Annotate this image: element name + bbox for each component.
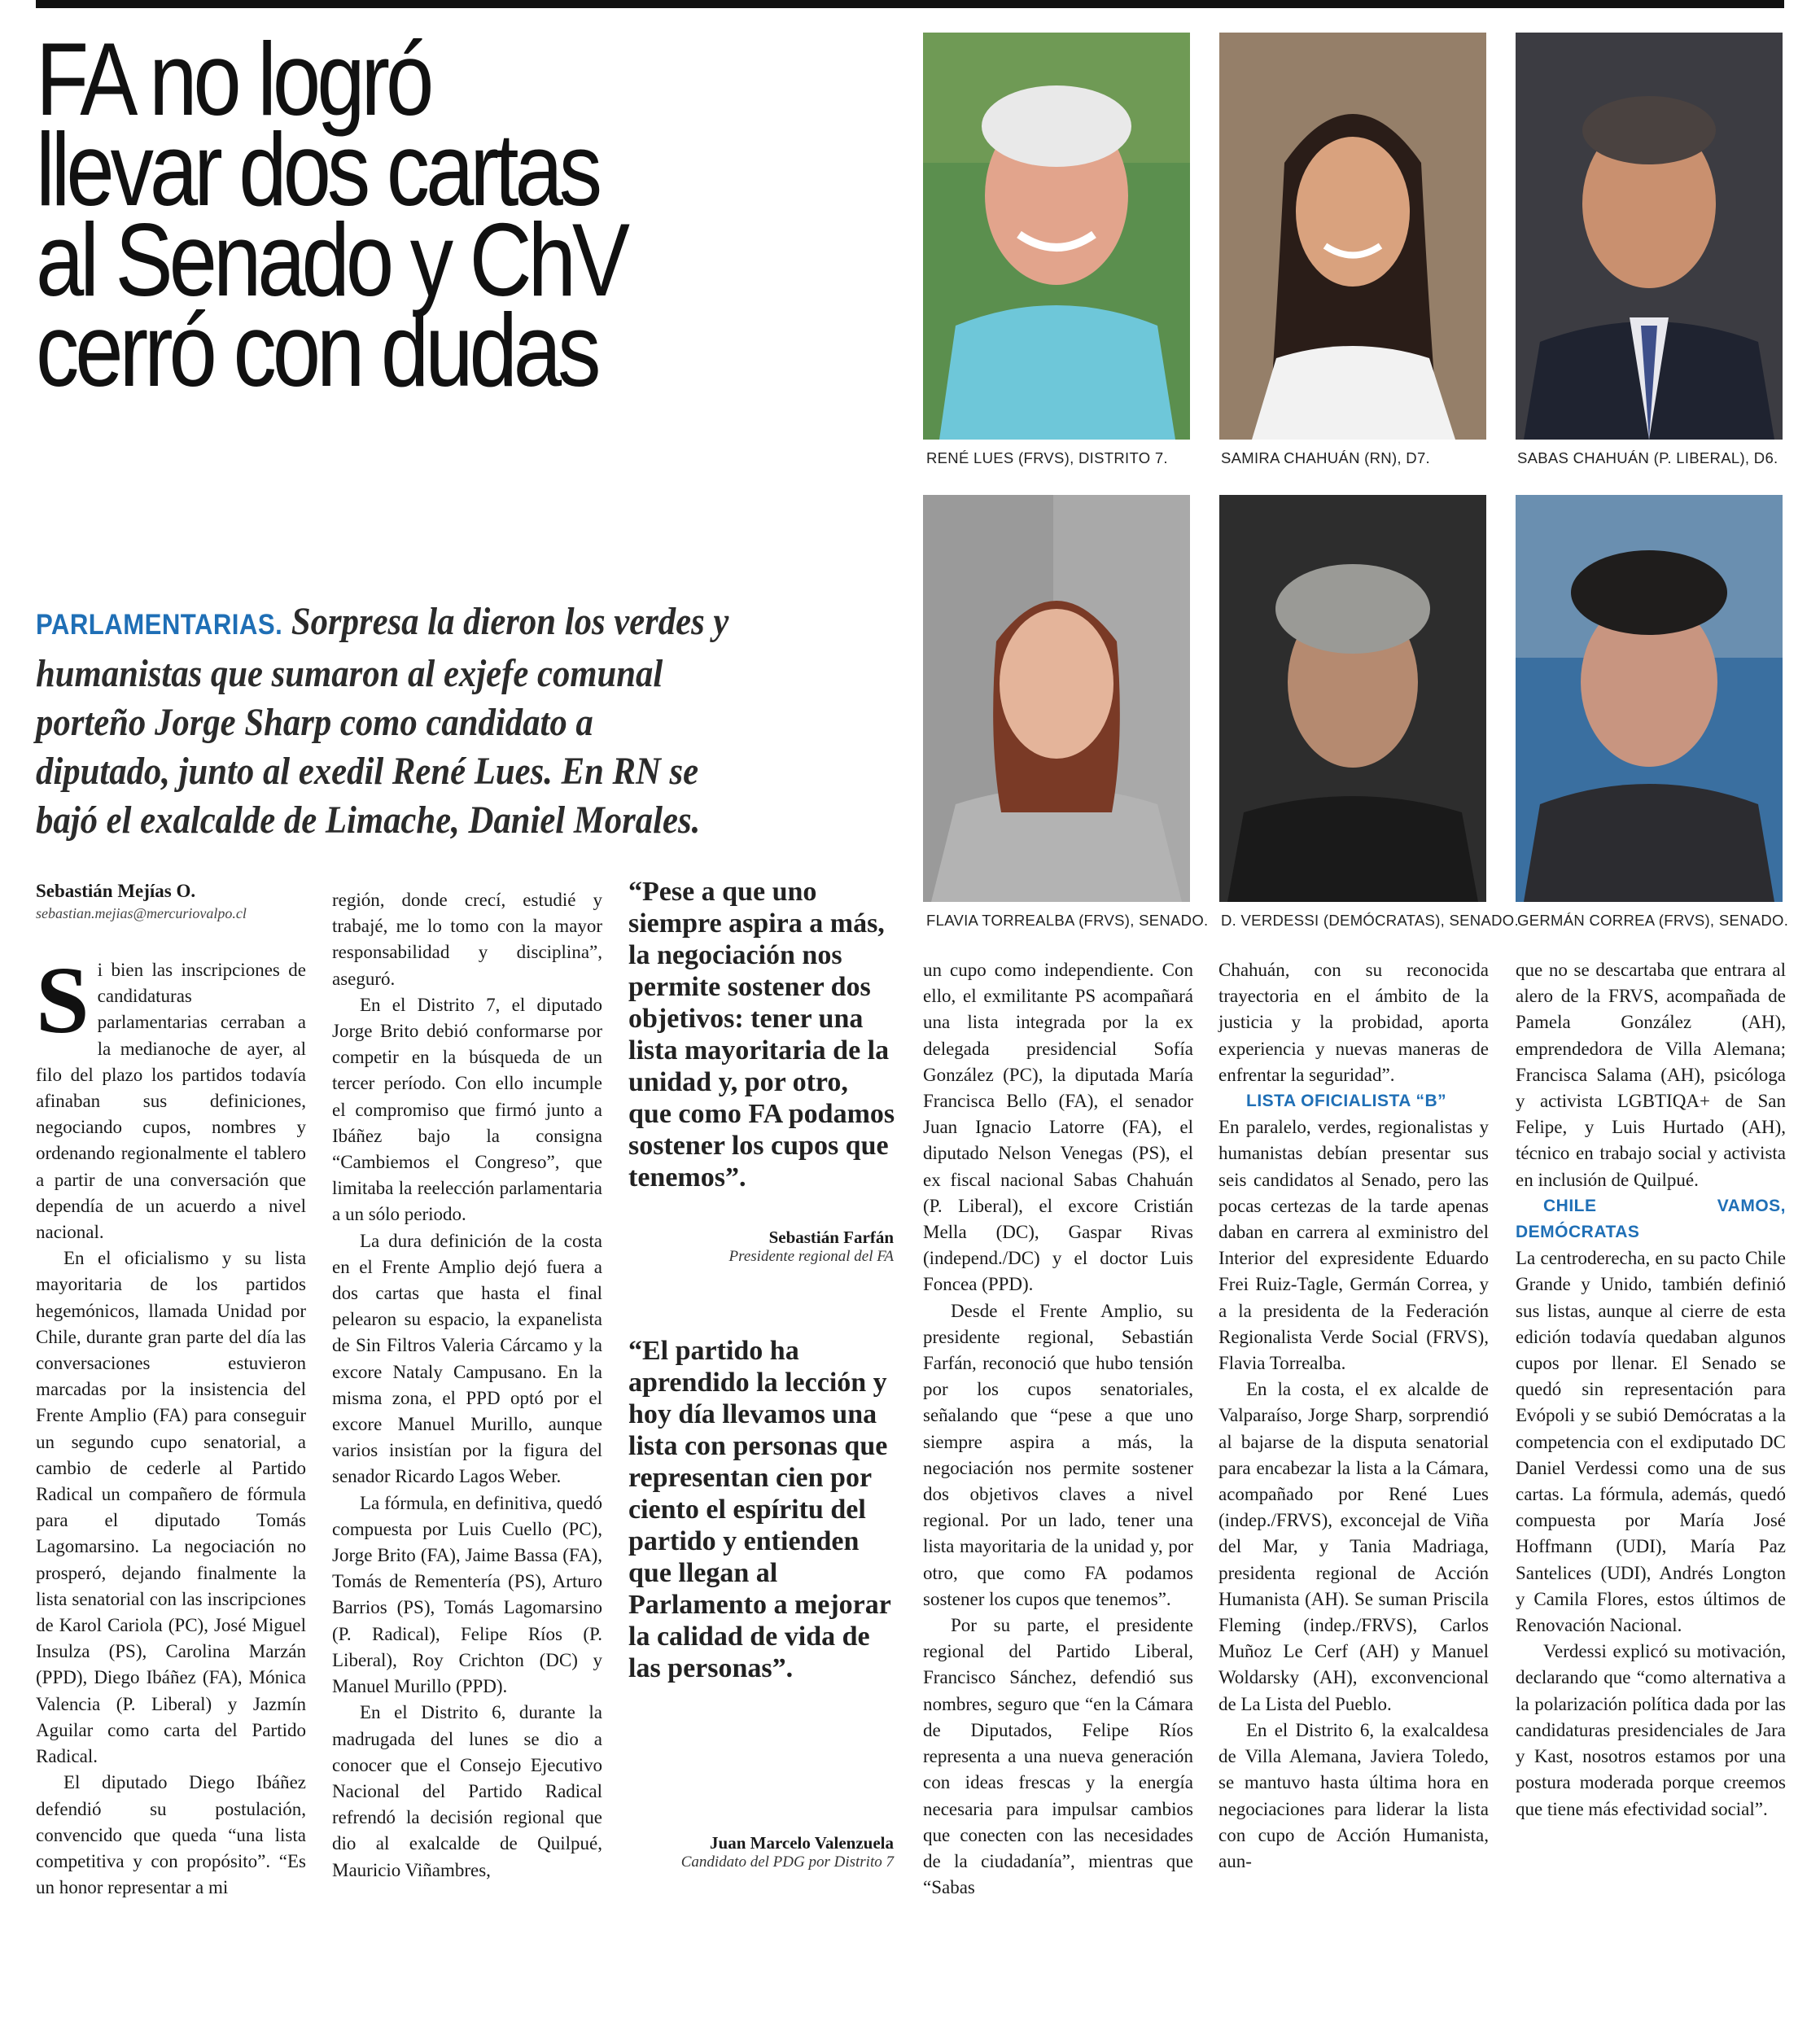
photo-caption: RENÉ LUES (FRVS), DISTRITO 7. [926, 449, 1168, 466]
dropcap: S [36, 947, 90, 1053]
photo-rene-lues [923, 33, 1190, 440]
headline-line: llevar dos cartas [36, 112, 599, 227]
quote-attribution [628, 1833, 894, 1871]
deck-line: Sorpresa la dieron los verdes y [291, 600, 729, 643]
quote-author: Juan Marcelo Valenzuela [710, 1833, 894, 1853]
byline [36, 881, 321, 922]
paragraph: un cupo como independiente. Con ello, el exmilitante PS acompañará una lista integrada por la ex delegada presidencial Sofía González (PC), la diputada María Francisca Bello (FA), el senador Juan Ignacio Latorre (FA), el diputado Nelson Venegas (PS), el ex fiscal nacional Sabas Chahuán (P. Liberal), el excore Cristián Mella (DC), Gaspar Rivas (independ./DC) y el doctor Luis Foncea (PPD). [923, 960, 1193, 1295]
paragraph: La fórmula, en definitiva, quedó compuesta por Luis Cuello (PC), Jorge Brito (FA), Jaime Bassa (FA), Tomás de Rementería (PS), Arturo Barrios (PS), Tomás Lagomarsino (P. Radical), Felipe Ríos (P. Liberal), Roy Crichton (DC) y Manuel Murillo (PPD). [332, 1492, 602, 1697]
paragraph: En el Distrito 6, la exalcaldesa de Villa Alemana, Javiera Toledo, se mantuvo hasta última hora en negociaciones para liderar la lista con cupo de Acción Humanista, aun- [1218, 1719, 1489, 1871]
section-subhead: LISTA OFICIALISTA “B” [1246, 1092, 1447, 1111]
headline-line: FA no logró [36, 21, 431, 137]
deck-line: diputado, junto al exedil René Lues. En RN se [36, 750, 699, 793]
photo-caption: SAMIRA CHAHUÁN (RN), D7. [1221, 449, 1430, 466]
pull-quote-text: “Pese a que uno siempre aspira a más, la negociación nos permite sostener dos objetivos: tener una lista mayoritaria de la unidad y, por otro, que como FA podamos sostener los cupos que tenemos”. [628, 877, 895, 1193]
quote-attribution [628, 1228, 894, 1266]
quote-role: Candidato del PDG por Distrito 7 [680, 1853, 894, 1871]
section-subhead: CHILE VAMOS, DEMÓCRATAS [1516, 1196, 1786, 1242]
photo-caption: SABAS CHAHUÁN (P. LIBERAL), D6. [1517, 449, 1778, 466]
author-name: Sebastián Mejías O. [36, 881, 196, 901]
pull-quote [628, 876, 897, 1193]
paragraph: Verdessi explicó su motivación, declarando que “como alternativa a la polarización política dada por las candidaturas presidenciales de Jara y Kast, nosotros estamos por una postura moderada porque creemos que tiene más efectividad social”. [1516, 1641, 1786, 1819]
pull-quote [628, 1335, 897, 1684]
photo-flavia-torrealba [923, 495, 1190, 902]
deck-line: porteño Jorge Sharp como candidato a [36, 701, 593, 744]
paragraph: i bien las inscripciones de candidaturas parlamentarias cerraban a la medianoche de ayer, al filo del plazo los partidos todavía afinaban sus definiciones, negociando cupos, nombres y ordenando regionalmente el tablero a partir de una conversación que dependía de un acuerdo a nivel nacional. [36, 960, 306, 1243]
deck-line: humanistas que sumaron al exjefe comunal [36, 652, 663, 695]
photo-daniel-verdessi [1219, 495, 1486, 902]
body-column-6 [1516, 957, 1786, 1823]
quote-author: Sebastián Farfán [768, 1228, 894, 1247]
paragraph: En paralelo, verdes, regionalistas y humanistas debían presentar sus seis candidatos al Senado, pero las pocas certezas de la tarde apenas daban en carrera al exministro del Interior del expresidente Eduardo Frei Ruiz-Tagle, Germán Correa, y a la presidenta de la Federación Regionalista Verde Social (FRVS), Flavia Torrealba. [1218, 1117, 1489, 1374]
paragraph: En la costa, el ex alcalde de Valparaíso, Jorge Sharp, sorprendió al bajarse de la disputa senatorial para encabezar la lista a la Cámara, acompañado por René Lues (indep./FRVS), exconcejal de Viña del Mar, y Tania Madriaga, presidenta regional de Acción Humanista (AH). Se suman Priscila Fleming (indep./FRVS), Carlos Muñoz Le Cerf (AH) y Manuel Woldarsky (AH), exconvencional de La Lista del Pueblo. [1218, 1379, 1489, 1714]
photo-sabas-chahuan [1516, 33, 1783, 440]
paragraph: región, donde crecí, estudié y trabajé, me lo tomo con la mayor responsabilidad y disciplina”, aseguró. [332, 890, 602, 989]
headline-line: cerró con dudas [36, 292, 597, 408]
paragraph: En el Distrito 7, el diputado Jorge Brito debió conformarse por competir en la búsqueda de un tercer período. Con ello incumple el compromiso que firmó junto a Ibáñez bajo la consigna “Cambiemos el Congreso”, que limitaba la reelección parlamentaria a un sólo periodo. [332, 994, 602, 1225]
paragraph: El diputado Diego Ibáñez defendió su postulación, convencido que queda “una lista competitiva y con propósito”. “Es un honor representar a mi [36, 1772, 306, 1898]
paragraph: Chahuán, con su reconocida trayectoria en el ámbito de la justicia y la probidad, aporta experiencia y nuevas maneras de enfrentar la seguridad”. [1218, 960, 1489, 1085]
author-email[interactable]: sebastian.mejias@mercuriovalpo.cl [36, 905, 247, 921]
headline-line: al Senado y ChV [36, 202, 627, 317]
body-column-4 [923, 957, 1193, 1901]
photo-caption: FLAVIA TORREALBA (FRVS), SENADO. [926, 912, 1209, 929]
headline [36, 21, 754, 408]
paragraph: Desde el Frente Amplio, su presidente regional, Sebastián Farfán, reconoció que hubo tensión por los cupos senatoriales, señalando que “pese a que uno siempre aspira a más, la negociación nos permite sostener dos objetivos claves a nivel regional. Por un lado, tener una lista mayoritaria de la unidad y, por otro, que como FA podamos sostener los cupos que tenemos”. [923, 1300, 1193, 1609]
body-column-1 [36, 947, 306, 1901]
paragraph: que no se descartaba que entrara al alero de la FRVS, acompañada de Pamela González (AH), emprendedora de Villa Alemana; Francisca Salama (AH), psicóloga y activista LGBTIQA+ de San Felipe, y Luis Hurtado (AH), técnico en trabajo social y activista en inclusión de Quilpué. [1516, 960, 1786, 1190]
top-rule [36, 0, 1784, 8]
deck-kicker: PARLAMENTARIAS. [36, 609, 283, 641]
photo-german-correa [1516, 495, 1783, 902]
paragraph: La centroderecha, en su pacto Chile Grande y Unido, también definió sus listas, aunque al cierre de esta edición todavía quedaban algunos cupos por llenar. El Senado se quedó sin representación para Evópoli y se subió Demócratas a la competencia con el exdiputado DC Daniel Verdessi como una de sus cartas. La fórmula, además, quedó compuesta por María José Hoffmann (UDI), María Paz Santelices (UDI), Andrés Longton y Camila Flores, estos últimos de Renovación Nacional. [1516, 1248, 1786, 1636]
body-column-2 [332, 887, 602, 1884]
deck [36, 597, 890, 845]
body-column-5 [1218, 957, 1489, 1875]
photo-caption: GERMÁN CORREA (FRVS), SENADO. [1517, 912, 1789, 929]
photo-samira-chahuan [1219, 33, 1486, 440]
paragraph: En el Distrito 6, durante la madrugada del lunes se dio a conocer que el Consejo Ejecutivo Nacional del Partido Radical refrendó la decisión regional que dio al exalcalde de Quilpué, Mauricio Viñambres, [332, 1702, 602, 1880]
paragraph: Por su parte, el presidente regional del Partido Liberal, Francisco Sánchez, defendió sus nombres, seguro que “en la Cámara de Diputados, Felipe Ríos representa a una nueva generación con ideas frescas y la energía necesaria para impulsar cambios que conecten con las necesidades de la ciudadanía”, mientras que “Sabas [923, 1615, 1193, 1898]
photo-caption: D. VERDESSI (DEMÓCRATAS), SENADO. [1221, 912, 1519, 929]
paragraph: La dura definición de la costa en el Frente Amplio dejó fuera a dos cartas que hasta el final pelearon su espacio, la expanelista de Sin Filtros Valeria Cárcamo y la excore Nataly Campusano. En la misma zona, el PPD optó por el excore Manuel Murillo, aunque varios insistían por la figura del senador Ricardo Lagos Weber. [332, 1230, 602, 1487]
pull-quote-text: “El partido ha aprendido la lección y hoy día llevamos una lista con personas que representan cien por ciento el espíritu del partido y entienden que llegan al Parlamento a mejorar la calidad de vida de las personas”. [628, 1336, 891, 1683]
deck-line: bajó el exalcalde de Limache, Daniel Morales. [36, 799, 701, 842]
quote-role: Presidente regional del FA [728, 1248, 894, 1265]
paragraph: En el oficialismo y su lista mayoritaria de los partidos hegemónicos, llamada Unidad por Chile, durante gran parte del día las conversaciones estuvieron marcadas por la insistencia del Frente Amplio (FA) para conseguir un segundo cupo senatorial, a cambio de cederle al Partido Radical un compañero de fórmula para el diputado Tomás Lagomarsino. La negociación no prosperó, dejando finalmente la lista senatorial con las inscripciones de Karol Cariola (PC), José Miguel Insulza (PS), Carolina Marzán (PPD), Diego Ibáñez (FA), Mónica Valencia (P. Liberal) y Jazmín Aguilar como carta del Partido Radical. [36, 1248, 306, 1767]
